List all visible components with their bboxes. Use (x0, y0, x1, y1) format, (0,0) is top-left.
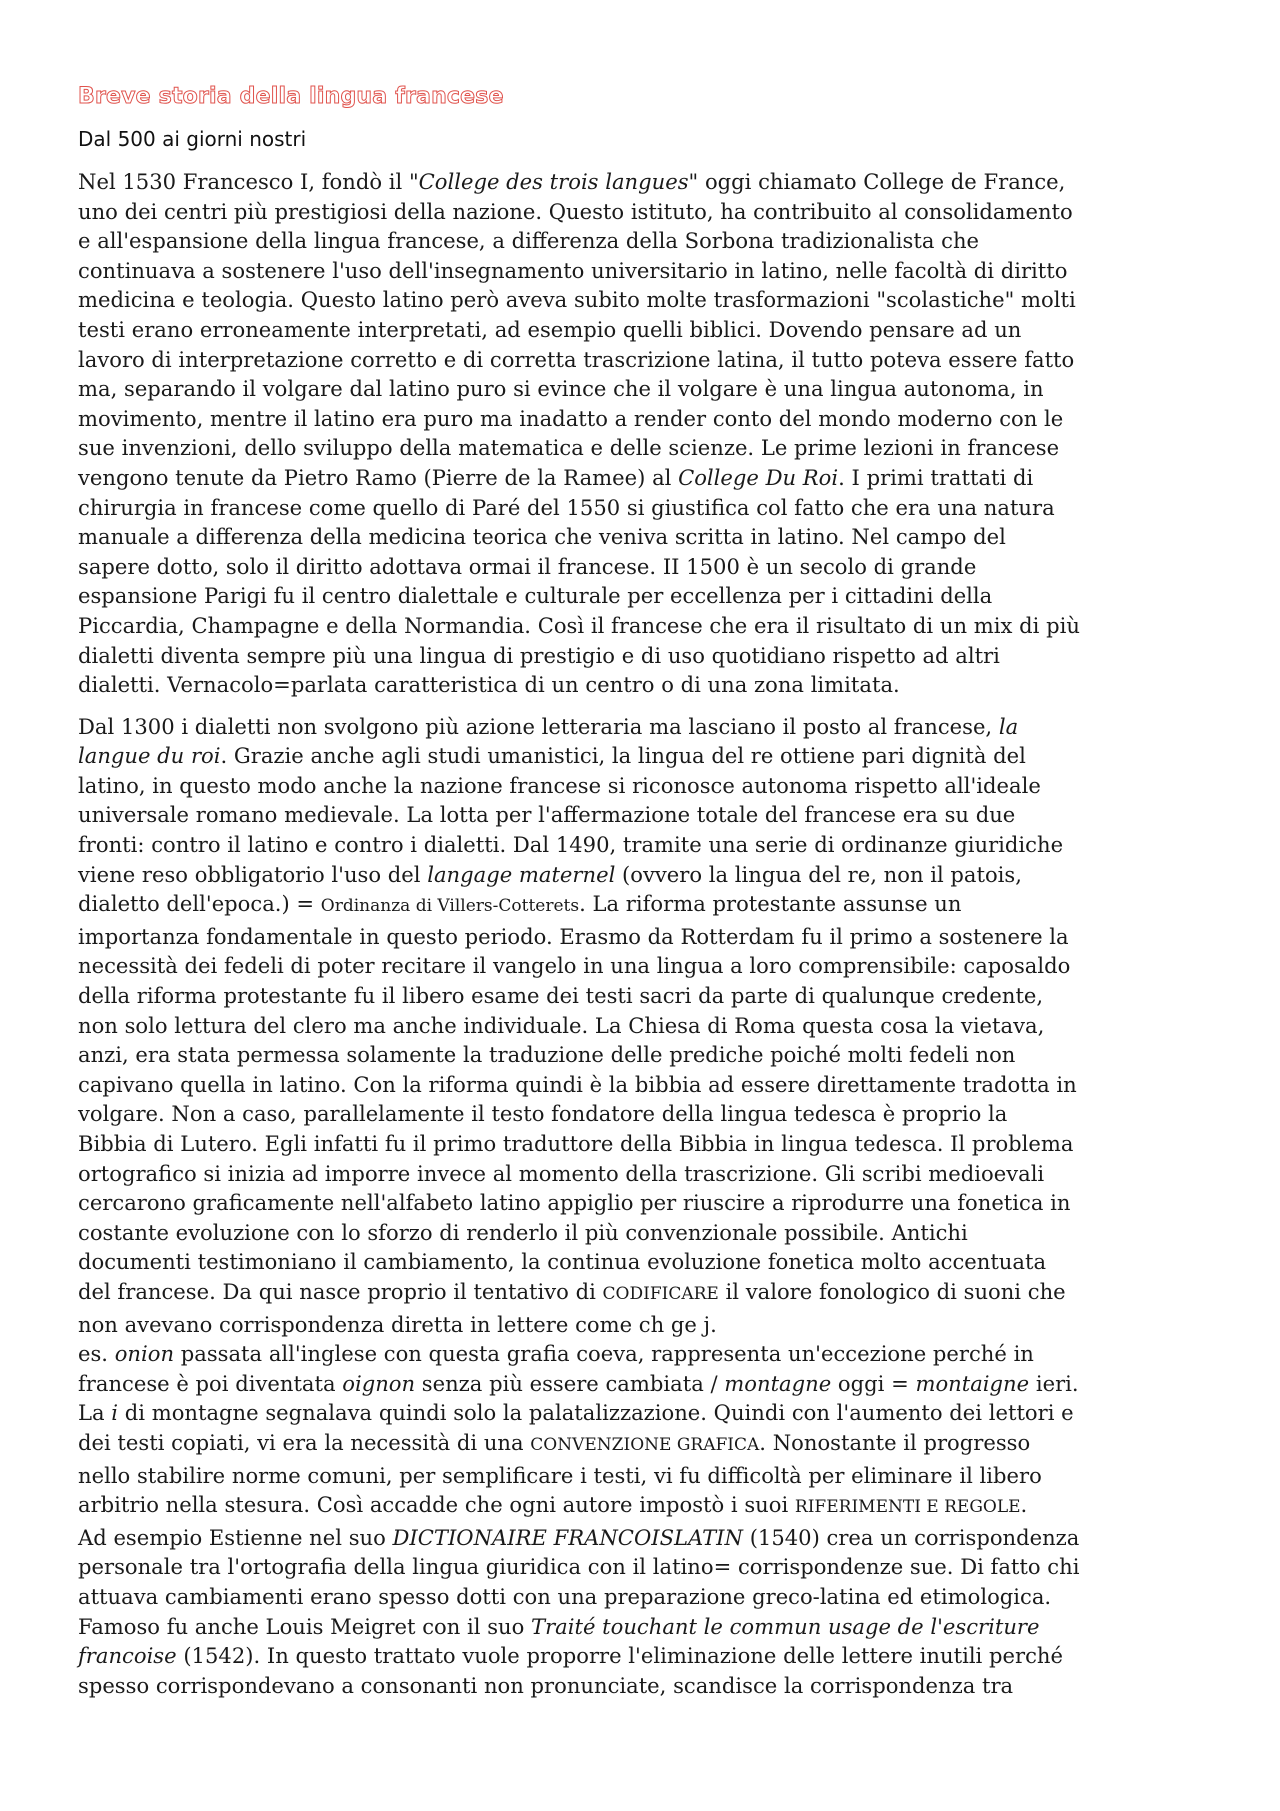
italic-text: langage maternel (427, 861, 616, 887)
document-subtitle: Dal 500 ai giorni nostri (78, 127, 307, 151)
small-text: Ordinanza di Villers-Cotterets (320, 896, 580, 917)
text-run: senza più essere cambiata / (415, 1370, 725, 1396)
text-run: . Grazie anche agli studi umanistici, la lingua del re ottiene pari dignità del latino, in questo modo anche la nazione francese si riconosce autonoma rispetto all'ideale universale romano medievale. La lotta per l'affermazione totale del francese era su due fronti: contro il latino e contro i dialetti. Dal 1490, tramite una serie di ordinanze giuridiche viene reso obbligatorio l'uso del (78, 743, 1064, 887)
text-run: di montagne segnalava quindi solo la palatalizzazione. Quindi con l'aumento dei lettori e dei testi copiati, vi era la necessità di una (78, 1400, 1074, 1455)
italic-text: oignon (342, 1370, 416, 1396)
text-run: . Nonostante il progresso nello stabilire norme comuni, per semplificare i testi, vi fu difficoltà per eliminare il libero arbitrio nella stesura. Così accadde che ogni autore impostò i suoi (78, 1429, 1042, 1518)
text-run: Dal 1300 i dialetti non svolgono più azione letteraria ma lasciano il posto al francese, (78, 713, 999, 739)
italic-text: montagne (724, 1370, 832, 1396)
italic-text: Traité touchant le commun usage de l'escriture francoise (78, 1613, 1040, 1669)
paragraph-2 (78, 712, 1218, 1701)
small-text: RIFERIMENTI E REGOLE (794, 1497, 1021, 1518)
text-run: (ovvero la lingua del re, non il patois, dialetto dell'epoca.) = (78, 861, 1022, 917)
italic-text: College des trois langues (418, 169, 689, 194)
document-title: Breve storia della lingua francese (78, 84, 504, 109)
italic-text: montaigne (915, 1370, 1030, 1396)
text-run: il valore fonologico di suoni che non avevano corrispondenza diretta in lettere come ch ge j. es. (78, 1278, 1066, 1367)
text-run: . I primi trattati di chirurgia in francese come quello di Paré del 1550 si giustifica col fatto che era una natura manuale a differenza della medicina teorica che veniva scritta in latino. Nel campo del sapere dotto, solo il diritto adottava ormai il francese. II 1500 è un secolo di grande espansione Parigi fu il centro dialettale e culturale per eccellenza per i cittadini della Piccardia, Champagne e della Normandia. Così il francese che era il risultato di un mix di più dialetti diventa sempre più una lingua di prestigio e di uso quotidiano rispetto ad altri dialetti. Vernacolo=parlata caratteristica di un centro o di una zona limitata. (78, 464, 1080, 698)
text-run: . Ad esempio Estienne nel suo (78, 1492, 1028, 1550)
text-run: (1540) crea un corrispondenza personale tra l'ortografia della lingua giuridica con il latino= corrispondenze sue. Di fatto chi attuava cambiamenti erano spesso dotti con una preparazione greco-latina ed etimologica. Famoso fu anche Louis Meigret con il suo (78, 1524, 1080, 1639)
italic-text: la langue du roi (78, 713, 1019, 769)
text-run: (1542). In questo trattato vuole proporre l'eliminazione delle lettere inutili perché spesso corrispondevano a consonanti non pronunciate, scandisce la corrispondenza tra (78, 1643, 1063, 1698)
italic-text: i (111, 1400, 119, 1426)
small-text: CONVENZIONE GRAFICA (530, 1434, 760, 1455)
text-run: . La riforma protestante assunse un importanza fondamentale in questo periodo. Erasmo da Rotterdam fu il primo a sostenere la necessità dei fedeli di poter recitare il vangelo in una lingua a loro comprensibile: caposaldo della riforma protestante fu il libero esame dei testi sacri da parte di qualunque credente, non solo lettura del clero ma anche individuale. La Chiesa di Roma questa cosa la vietava, anzi, era stata permessa solamente la traduzione delle prediche poiché molti fedeli non capivano quella in latino. Con la riforma quindi è la bibbia ad essere direttamente tradotta in volgare. Non a caso, parallelamente il testo fondatore della lingua tedesca è proprio la Bibbia di Lutero. Egli infatti fu il primo traduttore della Bibbia in lingua tedesca. Il problema ortografico si inizia ad imporre invece al momento della trascrizione. Gli scribi medioevali cercarono graficamente nell'alfabeto latino appiglio per riuscire a riprodurre una fonetica in costante evoluzione con lo sforzo di renderlo il più convenzionale possibile. Antichi documenti testimoniano il cambiamento, la continua evoluzione fonetica molto accentuata del francese. Da qui nasce proprio il tentativo di (78, 891, 1077, 1304)
text-run: Nel 1530 Francesco I, fondò il " (78, 169, 419, 194)
text-run: " oggi chiamato College de France, uno dei centri più prestigiosi della nazione. Questo istituto, ha contribuito al consolidamento e all'espansione della lingua francese, a differenza della Sorbona tradizionalista che continuava a sostenere l'uso dell'insegnamento universitario in latino, nelle facoltà di diritto medicina e teologia. Questo latino però aveva subito molte trasformazioni "scolastiche" molti testi erano erroneamente interpretati, ad esempio quelli biblici. Dovendo pensare ad un lavoro di interpretazione corretto e di corretta trascrizione latina, il tutto poteva essere fatto ma, separando il volgare dal latino puro si evince che il volgare è una lingua autonoma, in movimento, mentre il latino era puro ma inadatto a render conto del mondo moderno con le sue invenzioni, dello sviluppo della matematica e delle scienze. Le prime lezioni in francese vengono tenute da Pietro Ramo (Pierre de la Ramee) al (78, 169, 1076, 490)
document-page (78, 78, 1218, 1712)
italic-text: DICTIONAIRE FRANCOISLATIN (392, 1524, 743, 1550)
italic-text: College Du Roi (678, 464, 839, 490)
italic-text: onion (114, 1341, 175, 1367)
paragraph-1 (78, 167, 1218, 700)
text-run: oggi = (831, 1370, 916, 1396)
text-run: passata all'inglese con questa grafia coeva, rappresenta un'eccezione perché in francese è poi diventata (78, 1341, 1034, 1396)
small-text: CODIFICARE (602, 1283, 719, 1304)
text-run: ieri. La (78, 1370, 1079, 1426)
